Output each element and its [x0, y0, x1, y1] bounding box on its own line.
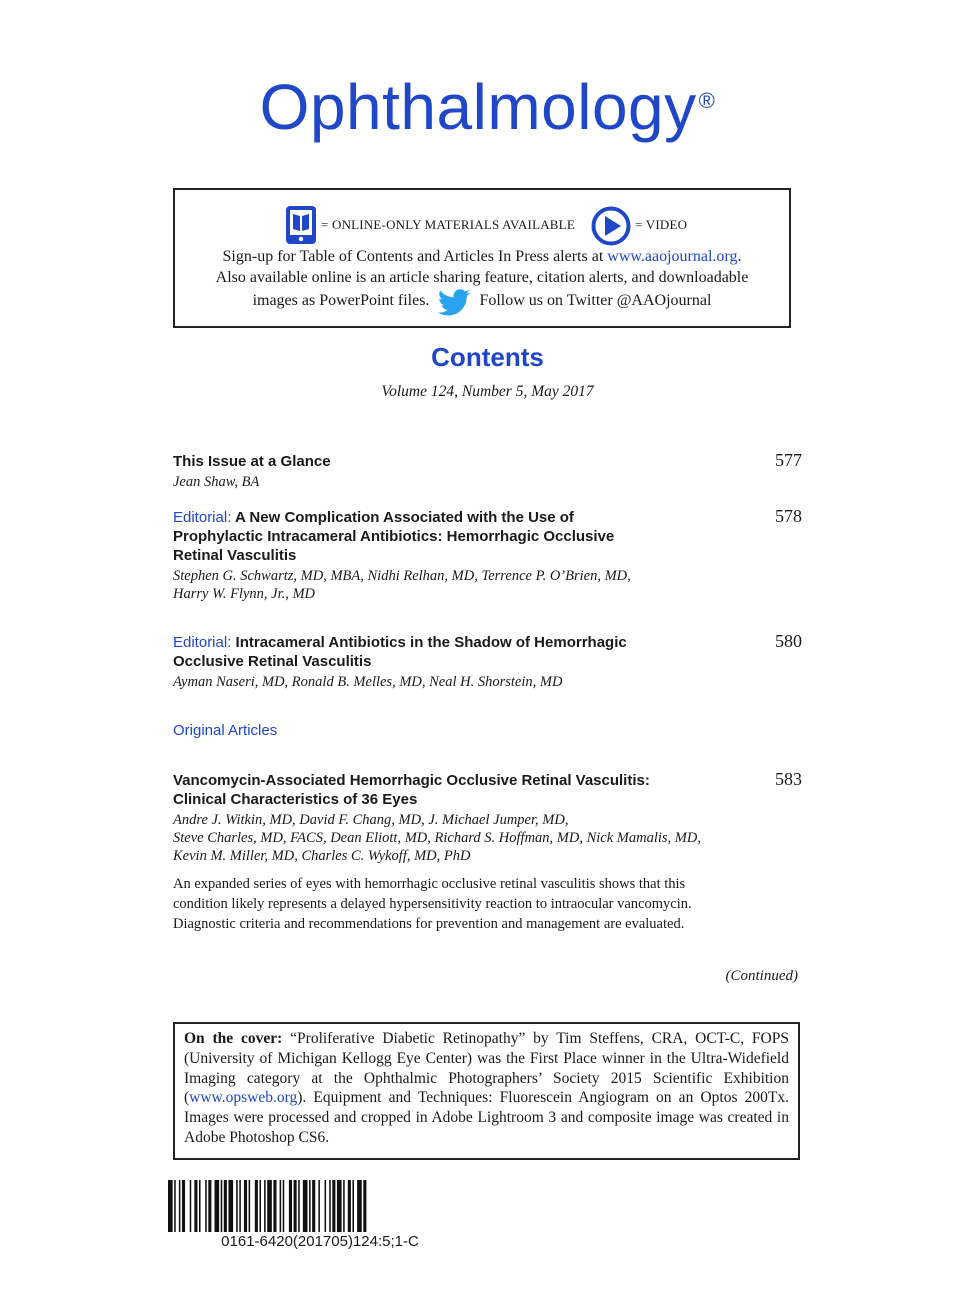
barcode-bar — [264, 1180, 266, 1232]
journal-title: Ophthalmology® — [259, 71, 716, 143]
page-number: 583 — [775, 769, 802, 789]
barcode-bar — [194, 1180, 197, 1232]
editorial-label: Editorial: — [173, 509, 232, 526]
continued-note: (Continued) — [725, 968, 798, 984]
barcode-bar — [179, 1180, 181, 1232]
cover-box: On the cover: “Proliferative Diabetic Retinopathy” by Tim Steffens, CRA, OCT-C, FOPS (University of Michigan Kellogg Eye Center) was the First Place winner in the Ultra-Widefield Imaging category at the Ophthalmic Photographers’ Society 2015 Scientific Exhibition (www.opsweb.org). Equipment and Techniques: Fluorescein Angiogram on an Optos 200Tx. Images were processed and cropped in Adobe Lightroom 3 and composite image was created in Adobe Photoshop CS6. — [173, 1022, 800, 1160]
barcode-bar — [289, 1180, 292, 1232]
barcode-bar — [239, 1180, 241, 1232]
barcode-bar — [298, 1180, 300, 1232]
barcode-bar — [294, 1180, 297, 1232]
barcode-bar — [182, 1180, 185, 1232]
issue-line: Volume 124, Number 5, May 2017 — [381, 383, 594, 400]
barcode-bar — [337, 1180, 342, 1232]
barcode-bar — [363, 1180, 366, 1232]
barcode-bar — [259, 1180, 261, 1232]
barcode-bar — [273, 1180, 276, 1232]
barcode-bar — [199, 1180, 201, 1232]
twitter-bird-icon[interactable] — [437, 289, 471, 317]
entry-abstract: An expanded series of eyes with hemorrhagic occlusive retinal vasculitis shows that this condition likely represents a delayed hypersensitivity reaction to intraocular vancomycin. Diagnostic criteria and recommendations for prevention and management are evaluated. — [173, 876, 692, 932]
barcode-bar — [357, 1180, 362, 1232]
page-number: 580 — [775, 631, 802, 651]
aaojournal-link[interactable]: www.aaojournal.org — [607, 248, 738, 265]
entry-title[interactable]: This Issue at a Glance — [173, 453, 331, 470]
twitter-line: images as PowerPoint files. Follow us on Twitter @AAOjournal — [175, 289, 789, 317]
page-number: 578 — [775, 506, 802, 526]
barcode-bar — [244, 1180, 247, 1232]
entry-authors: Andre J. Witkin, MD, David F. Chang, MD, J. Michael Jumper, MD, Steve Charles, MD, FACS, Dean Eliott, MD, Richard S. Hoffman, MD, Nick Mamalis, MD, Kevin M. Miller, MD, Charles C. Wykoff, MD, PhD — [173, 812, 701, 864]
tablet-book-icon — [284, 205, 318, 245]
barcode-bar — [332, 1180, 335, 1232]
barcode-bar — [208, 1180, 211, 1232]
entry-authors: Ayman Naseri, MD, Ronald B. Melles, MD, Neal H. Shorstein, MD — [173, 674, 563, 690]
contents-heading: Contents — [431, 342, 544, 372]
barcode-bar — [168, 1180, 173, 1232]
entry-title[interactable]: Vancomycin-Associated Hemorrhagic Occlusive Retinal Vasculitis: Clinical Characteristics of 36 Eyes — [173, 772, 650, 808]
features-line: Also available online is an article sharing feature, citation alerts, and downloadable — [215, 269, 749, 286]
barcode-bar — [221, 1180, 223, 1232]
barcode-bar — [325, 1180, 327, 1232]
entry-authors: Stephen G. Schwartz, MD, MBA, Nidhi Relhan, MD, Terrence P. O’Brien, MD, Harry W. Flynn, Jr., MD — [173, 568, 631, 602]
barcode-number: 0161-6420(201705)124:5;1-C — [221, 1233, 419, 1250]
online-only-legend: = ONLINE-ONLY MATERIALS AVAILABLE — [321, 217, 575, 232]
entry-title[interactable]: Editorial: Intracameral Antibiotics in the Shadow of Hemorrhagic Occlusive Retinal Vasculitis — [173, 634, 627, 670]
barcode-bar — [215, 1180, 220, 1232]
page-number: 577 — [775, 450, 802, 470]
barcode-bar — [280, 1180, 282, 1232]
barcode-bar — [267, 1180, 272, 1232]
entry-title[interactable]: Editorial: A New Complication Associated with the Use of Prophylactic Intracameral Antibiotics: Hemorrhagic Occlusive Retinal Vasculitis — [173, 509, 615, 564]
barcode-bar — [312, 1180, 315, 1232]
barcode-bar — [318, 1180, 320, 1232]
toc-entry[interactable] — [173, 771, 773, 934]
barcode-bar — [190, 1180, 192, 1232]
barcode-bar — [283, 1180, 285, 1232]
barcode-bar — [343, 1180, 345, 1232]
barcode-bar — [348, 1180, 351, 1232]
cover-label: On the cover: — [184, 1030, 283, 1047]
barcode-bar — [303, 1180, 308, 1232]
signup-line: Sign-up for Table of Contents and Articles In Press alerts at www.aaojournal.org. — [222, 248, 742, 265]
toc-entry[interactable] — [173, 452, 773, 491]
toc-entry[interactable] — [173, 633, 773, 691]
info-box — [173, 188, 791, 328]
registered-mark: ® — [698, 88, 716, 113]
editorial-label: Editorial: — [173, 634, 232, 651]
barcode-bar — [236, 1180, 238, 1232]
legend-row — [175, 205, 789, 247]
video-legend: = VIDEO — [635, 217, 688, 232]
video-play-icon — [591, 206, 631, 246]
barcode-bar — [309, 1180, 311, 1232]
barcode — [168, 1180, 448, 1232]
barcode-bar — [205, 1180, 207, 1232]
barcode-bar — [352, 1180, 354, 1232]
barcode-bar — [329, 1180, 331, 1232]
barcode-bar — [255, 1180, 258, 1232]
barcode-bar — [228, 1180, 233, 1232]
section-original-articles: Original Articles — [173, 722, 278, 739]
opsweb-link[interactable]: www.opsweb.org — [189, 1089, 298, 1107]
entry-authors: Jean Shaw, BA — [173, 474, 260, 490]
barcode-bar — [224, 1180, 227, 1232]
barcode-bar — [249, 1180, 251, 1232]
toc-entry[interactable] — [173, 508, 773, 603]
barcode-bar — [174, 1180, 176, 1232]
